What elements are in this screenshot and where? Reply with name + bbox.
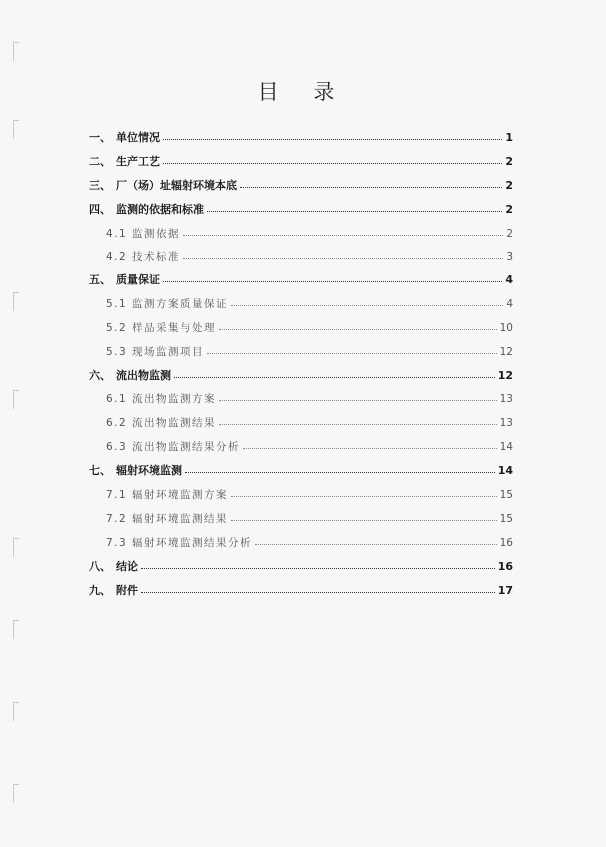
toc-entry[interactable] [89, 272, 513, 288]
toc-page-number: 17 [497, 584, 513, 597]
dot-leader [207, 211, 502, 212]
toc-subentry[interactable] [106, 296, 513, 312]
toc-entry-label: 辐射环境监测 [116, 464, 182, 477]
toc-entry[interactable] [89, 583, 513, 599]
toc-page-number: 12 [497, 369, 513, 382]
dot-leader [240, 187, 502, 188]
toc-entry[interactable] [89, 178, 513, 194]
toc-entry-number: 三、 [89, 179, 111, 192]
dot-leader [219, 400, 497, 401]
toc-page-number: 10 [499, 322, 513, 334]
toc-entry-label: 6.1 流出物监测方案 [106, 393, 217, 405]
toc-entry-label: 7.2 辐射环境监测结果 [106, 513, 229, 525]
toc-page-number: 14 [497, 464, 513, 477]
toc-entry-number: 九、 [89, 584, 111, 597]
dot-leader [231, 520, 497, 521]
toc-entry-label: 生产工艺 [116, 155, 160, 168]
toc-entry-number: 六、 [89, 369, 111, 382]
toc-subentry[interactable] [106, 249, 513, 265]
dot-leader [231, 305, 503, 306]
toc-entry-label: 质量保证 [116, 273, 160, 286]
dot-leader [163, 281, 502, 282]
dot-leader [243, 448, 497, 449]
toc-subentry[interactable] [106, 439, 513, 455]
toc-entry-label: 5.3 现场监测项目 [106, 346, 205, 358]
dot-leader [163, 139, 502, 140]
toc-entry-label: 7.1 辐射环境监测方案 [106, 489, 229, 501]
toc-entry[interactable] [89, 368, 513, 384]
toc-page-number: 2 [505, 203, 513, 216]
dot-leader [219, 424, 497, 425]
toc-entry-number: 二、 [89, 155, 111, 168]
toc-entry-number: 八、 [89, 560, 111, 573]
toc-entry-label: 流出物监测 [116, 369, 171, 382]
toc-subentry[interactable] [106, 415, 513, 431]
toc-page-number: 14 [499, 441, 513, 453]
toc-entry-label: 单位情况 [116, 131, 160, 144]
dot-leader [141, 592, 495, 593]
dot-leader [141, 568, 495, 569]
dot-leader [231, 496, 497, 497]
toc-page-number: 15 [499, 513, 513, 525]
toc-page-number: 2 [506, 228, 513, 240]
toc-entry[interactable] [89, 202, 513, 218]
scan-artifact [13, 620, 19, 639]
toc-entry-number: 七、 [89, 464, 111, 477]
toc-subentry[interactable] [106, 511, 513, 527]
toc-page-number: 15 [499, 489, 513, 501]
toc-entry[interactable] [89, 154, 513, 170]
toc-entry-number: 一、 [89, 131, 111, 144]
dot-leader [174, 377, 495, 378]
toc-page-number: 4 [505, 273, 513, 286]
dot-leader [219, 329, 497, 330]
dot-leader [207, 353, 497, 354]
toc-entry[interactable] [89, 130, 513, 146]
toc-entry-label: 4.2 技术标准 [106, 251, 181, 263]
toc-subentry[interactable] [106, 535, 513, 551]
scan-artifact [13, 538, 19, 557]
scan-artifact [13, 702, 19, 721]
toc-entry-number: 四、 [89, 203, 111, 216]
toc-entry-label: 6.2 流出物监测结果 [106, 417, 217, 429]
toc-page-number: 2 [505, 179, 513, 192]
toc-entry-label: 附件 [116, 584, 138, 597]
scan-artifact [13, 390, 19, 409]
toc-page-number: 3 [506, 251, 513, 263]
toc-page-number: 13 [499, 417, 513, 429]
toc-page-number: 13 [499, 393, 513, 405]
scan-artifact [13, 292, 19, 311]
scan-artifact [13, 120, 19, 139]
toc-subentry[interactable] [106, 344, 513, 360]
toc-page-number: 12 [499, 346, 513, 358]
scan-artifact [13, 784, 19, 803]
toc-page-number: 4 [506, 298, 513, 310]
toc-entry[interactable] [89, 463, 513, 479]
toc-page-number: 16 [497, 560, 513, 573]
dot-leader [183, 235, 503, 236]
toc-entry-label: 5.1 监测方案质量保证 [106, 298, 229, 310]
scan-artifact [13, 42, 19, 61]
toc-subentry[interactable] [106, 487, 513, 503]
dot-leader [255, 544, 497, 545]
toc-entry-label: 监测的依据和标准 [116, 203, 204, 216]
toc-entry-number: 五、 [89, 273, 111, 286]
toc-subentry[interactable] [106, 226, 513, 242]
toc-entry-label: 6.3 流出物监测结果分析 [106, 441, 241, 453]
toc-entry-label: 厂（场）址辐射环境本底 [116, 179, 237, 192]
toc-entry-label: 7.3 辐射环境监测结果分析 [106, 537, 253, 549]
toc-subentry[interactable] [106, 391, 513, 407]
toc-page-number: 1 [505, 131, 513, 144]
dot-leader [185, 472, 495, 473]
toc-page-number: 16 [499, 537, 513, 549]
dot-leader [163, 163, 502, 164]
page-title: 目 录 [257, 80, 349, 104]
dot-leader [183, 258, 503, 259]
toc-entry[interactable] [89, 559, 513, 575]
toc-page-number: 2 [505, 155, 513, 168]
toc-entry-label: 4.1 监测依据 [106, 228, 181, 240]
toc-subentry[interactable] [106, 320, 513, 336]
toc-entry-label: 5.2 样品采集与处理 [106, 322, 217, 334]
toc-entry-label: 结论 [116, 560, 138, 573]
